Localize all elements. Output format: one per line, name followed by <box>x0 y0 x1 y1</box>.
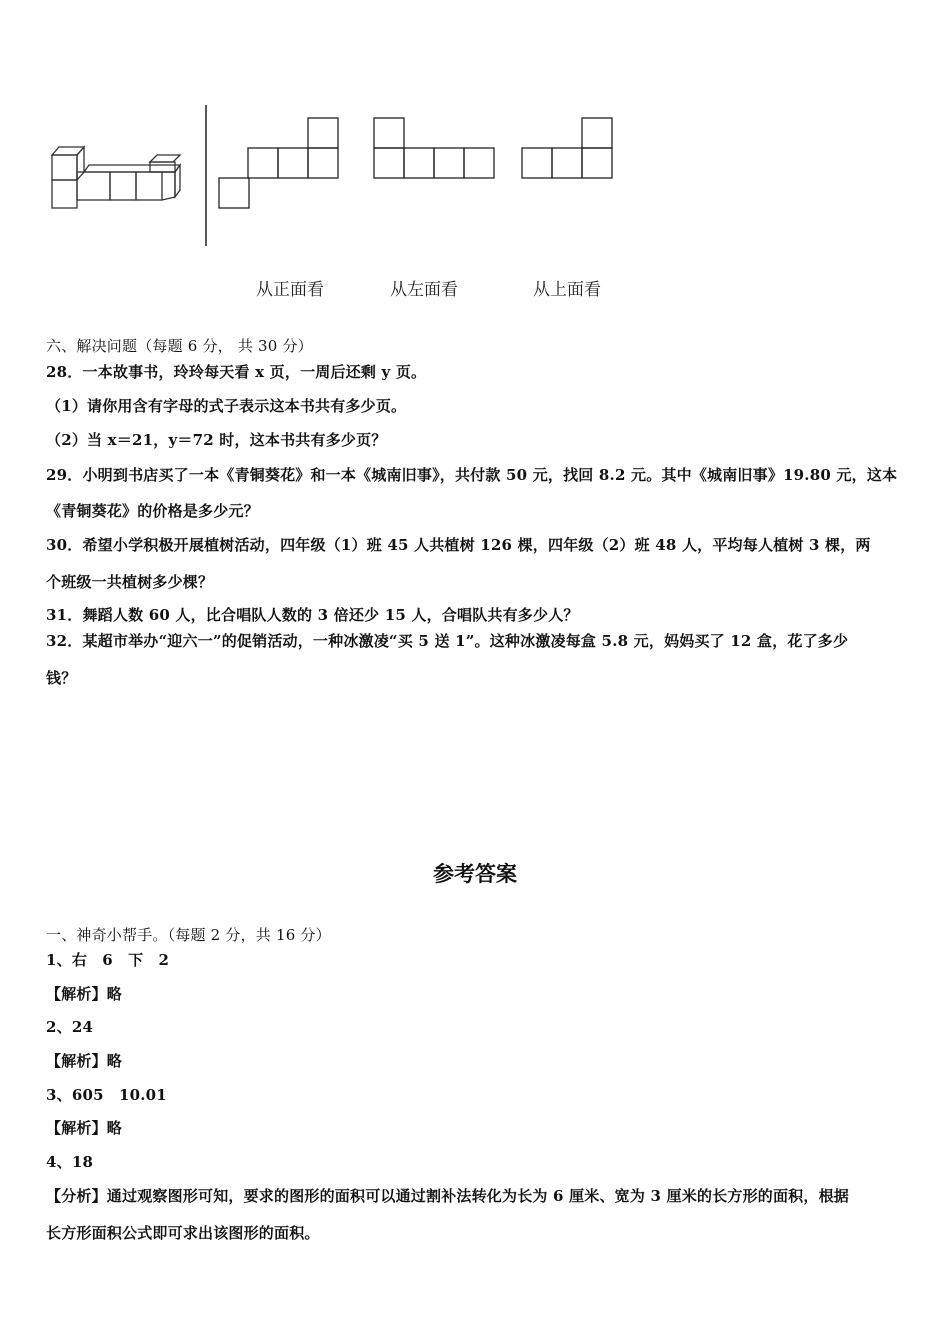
question-32-line-2: 钱？ <box>46 669 77 687</box>
cube-stack-drawing <box>52 147 180 208</box>
answer-4: 4、18 <box>46 1153 94 1171</box>
front-view-label: 从正面看 <box>256 280 324 300</box>
question-28-part-2: （2）当 x＝21，y＝72 时，这本书共有多少页？ <box>46 431 387 449</box>
answer-4-analysis-line-1: 【分析】通过观察图形可知，要求的图形的面积可以通过割补法转化为长为 6 厘米、宽为 3 厘米的长方形的面积，根据 <box>46 1187 849 1205</box>
top-view-label: 从上面看 <box>533 280 601 300</box>
answers-title: 参考答案 <box>433 862 517 886</box>
question-29-line-2: 《青铜葵花》的价格是多少元？ <box>46 502 259 520</box>
left-view-grid <box>374 118 494 178</box>
question-28-part-1: （1）请你用含有字母的式子表示这本书共有多少页。 <box>46 397 407 415</box>
answer-1: 1、右 6 下 2 <box>46 951 170 969</box>
question-29-line-1: 29．小明到书店买了一本《青铜葵花》和一本《城南旧事》，共付款 50 元，找回 8.2 元。其中《城南旧事》19.80 元，这本 <box>46 466 898 484</box>
answer-4-analysis-line-2: 长方形面积公式即可求出该图形的面积。 <box>46 1224 320 1242</box>
answer-3: 3、605 10.01 <box>46 1086 167 1104</box>
answer-2: 2、24 <box>46 1018 94 1036</box>
top-view-grid <box>522 118 612 178</box>
question-31: 31．舞蹈人数 60 人，比合唱队人数的 3 倍还少 15 人，合唱队共有多少人？ <box>46 606 579 624</box>
section-heading: 六、解决问题（每题 6 分， 共 30 分） <box>46 337 313 355</box>
front-view-grid <box>219 118 338 208</box>
answer-2-note: 【解析】略 <box>46 1052 123 1070</box>
question-30-line-2: 个班级一共植树多少棵？ <box>46 573 214 591</box>
question-32-line-1: 32．某超市举办“迎六一”的促销活动，一种冰激凌“买 5 送 1”。这种冰激凌每盒 5.8 元，妈妈买了 12 盒，花了多少 <box>46 632 849 650</box>
question-30-line-1: 30．希望小学积极开展植树活动，四年级（1）班 45 人共植树 126 棵，四年级（2）班 48 人，平均每人植树 3 棵，两 <box>46 536 871 554</box>
three-views-figure <box>0 0 950 310</box>
left-view-label: 从左面看 <box>390 280 458 300</box>
answer-3-note: 【解析】略 <box>46 1119 123 1137</box>
answers-section-heading: 一、神奇小帮手。（每题 2 分，共 16 分） <box>46 926 331 944</box>
question-28: 28．一本故事书，玲玲每天看 x 页，一周后还剩 y 页。 <box>46 363 427 381</box>
answer-1-note: 【解析】略 <box>46 985 123 1003</box>
